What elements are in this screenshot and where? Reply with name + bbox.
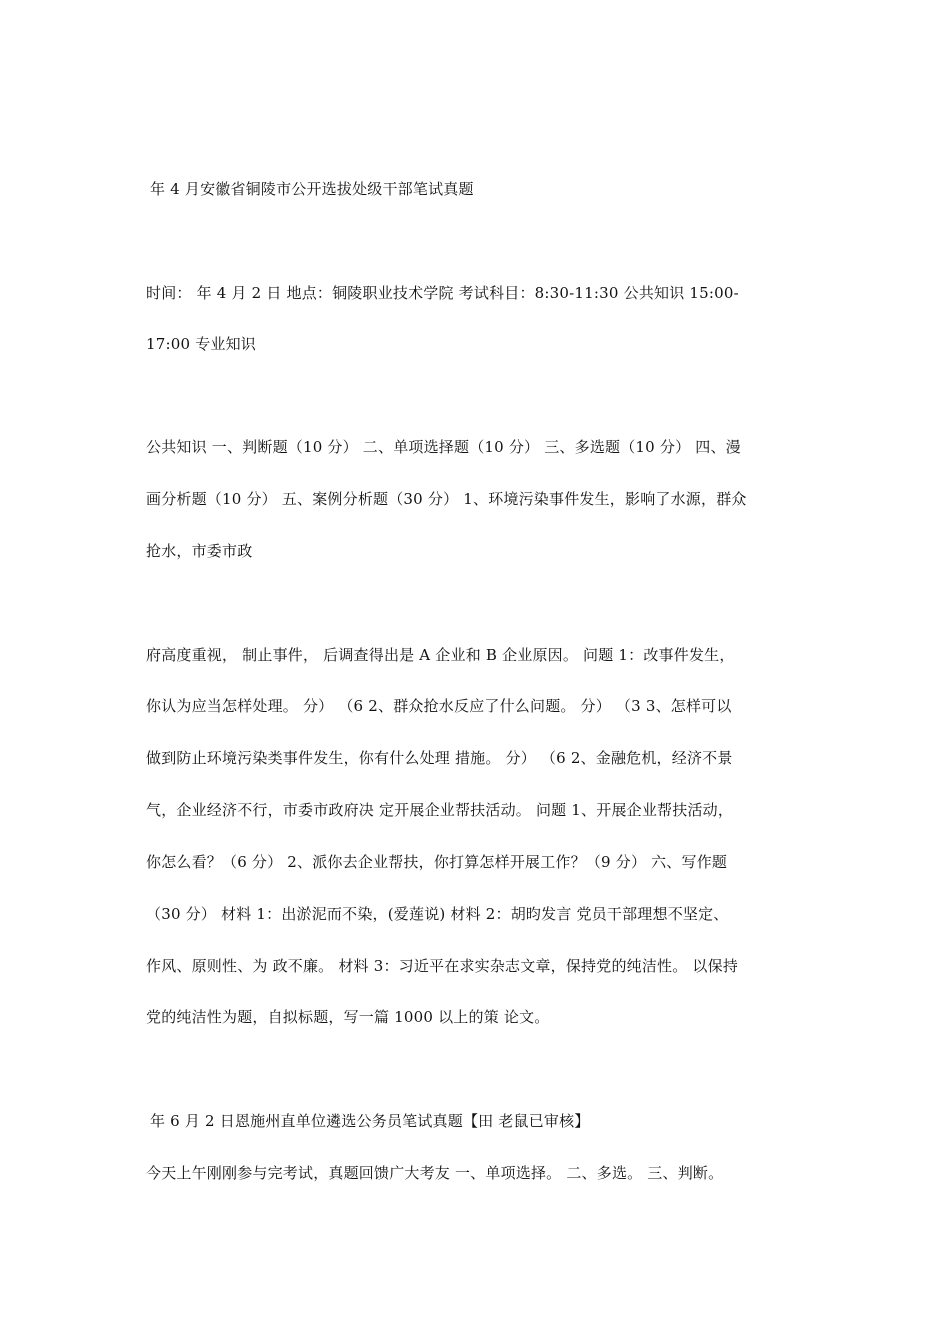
paragraph-line: 你认为应当怎样处理。 分） （6 2、群众抢水反应了什么问题。 分） （3 3、怎样可以 xyxy=(146,697,732,715)
exam-info-line: 时间： 年 4 月 2 日 地点：铜陵职业技术学院 考试科目：8:30-11:30 公共知识 15:00- xyxy=(146,284,739,302)
section-title-enshi: 年 6 月 2 日恩施州直单位遴选公务员笔试真题【田 老鼠已审核】 xyxy=(150,1112,590,1130)
section-title-tongling: 年 4 月安徽省铜陵市公开选拔处级干部笔试真题 xyxy=(150,180,474,198)
paragraph-line: 做到防止环境污染类事件发生，你有什么处理 措施。 分） （6 2、金融危机，经济不景 xyxy=(146,749,733,767)
paragraph-line: 抢水，市委市政 xyxy=(146,542,253,560)
paragraph-line: 画分析题（10 分） 五、案例分析题（30 分） 1、环境污染事件发生，影响了水源，群众 xyxy=(146,490,747,508)
paragraph-line: 气，企业经济不行，市委市政府决 定开展企业帮扶活动。 问题 1、开展企业帮扶活动， xyxy=(146,801,734,819)
paragraph-line: 作风、原则性、为 政不廉。 材料 3：习近平在求实杂志文章，保持党的纯洁性。 以保持 xyxy=(146,957,739,975)
paragraph-line: 今天上午刚刚参与完考试，真题回馈广大考友 一、单项选择。 二、多选。 三、判断。 xyxy=(146,1164,724,1182)
paragraph-line: 你怎么看？（6 分） 2、派你去企业帮扶，你打算怎样开展工作？（9 分） 六、写作题 xyxy=(146,853,728,871)
paragraph-line: 公共知识 一、判断题（10 分） 二、单项选择题（10 分） 三、多选题（10 分） 四、漫 xyxy=(146,438,741,456)
exam-info-line: 17:00 专业知识 xyxy=(146,335,256,353)
paragraph-line: （30 分） 材料 1：出淤泥而不染，(爱莲说) 材料 2：胡昀发言 党员干部理想不坚定、 xyxy=(146,905,729,923)
paragraph-line: 府高度重视， 制止事件， 后调查得出是 A 企业和 B 企业原因。 问题 1：改事件发生， xyxy=(146,646,735,664)
paragraph-line: 党的纯洁性为题，自拟标题，写一篇 1000 以上的策 论文。 xyxy=(146,1008,550,1026)
